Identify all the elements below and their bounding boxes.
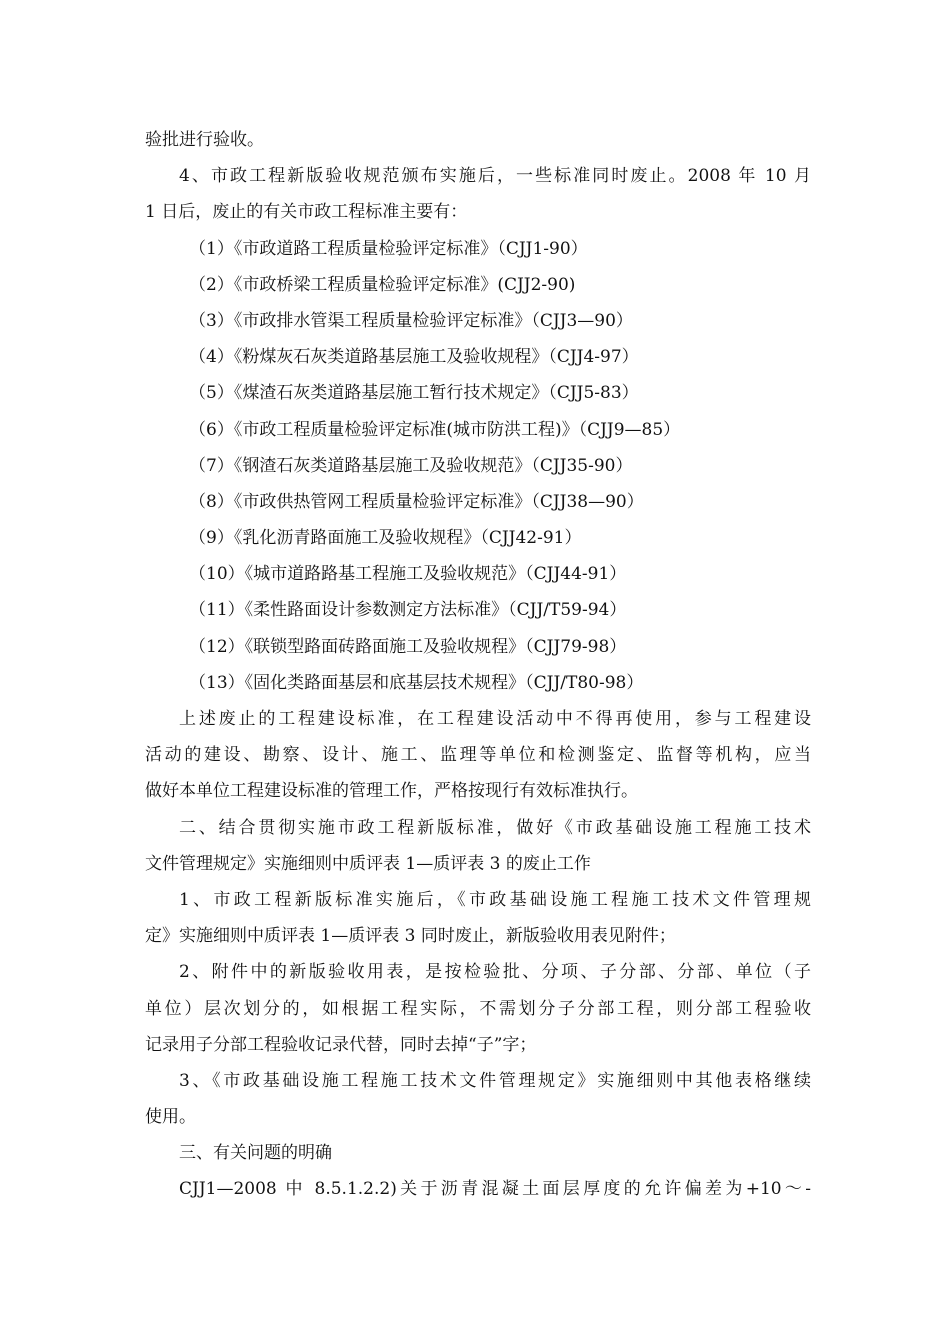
text-line: 定》实施细则中质评表 1—质评表 3 同时废止，新版验收用表见附件； (145, 926, 676, 947)
text-line: 活动的建设、勘察、设计、施工、监理等单位和检测鉴定、监督等机构，应当 (145, 745, 811, 766)
text-line: CJJ1—2008 中 8.5.1.2.2)关于沥青混凝土面层厚度的允许偏差为+10～- (179, 1179, 811, 1200)
document-page (145, 122, 811, 1208)
list-item: （3）《市政排水管渠工程质量检验评定标准》（CJJ3—90） (189, 310, 633, 331)
list-item: （7）《钢渣石灰类道路基层施工及验收规范》（CJJ35-90） (189, 455, 633, 476)
text-line: 使用。 (145, 1107, 196, 1128)
list-item: （5）《煤渣石灰类道路基层施工暂行技术规定》（CJJ5-83） (189, 383, 639, 404)
text-line: 2、附件中的新版验收用表，是按检验批、分项、子分部、分部、单位（子 (179, 962, 811, 983)
list-item: （9）《乳化沥青路面施工及验收规程》（CJJ42-91） (189, 528, 582, 549)
list-item: （13）《固化类路面基层和底基层技术规程》（CJJ/T80-98） (189, 672, 644, 693)
list-item: （11）《柔性路面设计参数测定方法标准》（CJJ/T59-94） (189, 600, 627, 621)
list-item: （6）《市政工程质量检验评定标准(城市防洪工程)》（CJJ9—85） (189, 419, 681, 440)
list-item: （8）《市政供热管网工程质量检验评定标准》（CJJ38—90） (189, 491, 644, 512)
text-line: 3、《市政基础设施工程施工技术文件管理规定》实施细则中其他表格继续 (179, 1070, 811, 1091)
text-line: 4、市政工程新版验收规范颁布实施后，一些标准同时废止。2008 年 10 月 (179, 166, 811, 187)
list-item: （1）《市政道路工程质量检验评定标准》（CJJ1-90） (189, 238, 588, 259)
list-item: （12）《联锁型路面砖路面施工及验收规程》（CJJ79-98） (189, 636, 627, 657)
list-item: （2）《市政桥梁工程质量检验评定标准》(CJJ2-90) (189, 274, 576, 295)
text-line: 1 日后，废止的有关市政工程标准主要有： (145, 202, 468, 223)
section-heading: 三、有关问题的明确 (179, 1143, 332, 1164)
section-heading: 二、结合贯彻实施市政工程新版标准，做好《市政基础设施工程施工技术 (179, 817, 811, 838)
text-line: 验批进行验收。 (145, 130, 264, 150)
list-item: （10）《城市道路路基工程施工及验收规范》（CJJ44-91） (189, 564, 627, 585)
section-heading: 文件管理规定》实施细则中质评表 1—质评表 3 的废止工作 (145, 853, 591, 874)
text-line: 做好本单位工程建设标准的管理工作，严格按现行有效标准执行。 (145, 781, 638, 802)
text-line: 记录用子分部工程验收记录代替，同时去掉“子”字； (145, 1034, 537, 1055)
text-line: 单位）层次划分的，如根据工程实际，不需划分子分部工程，则分部工程验收 (145, 998, 811, 1019)
list-item: （4）《粉煤灰石灰类道路基层施工及验收规程》（CJJ4-97） (189, 347, 639, 368)
text-line: 上述废止的工程建设标准，在工程建设活动中不得再使用，参与工程建设 (179, 709, 811, 729)
text-line: 1、市政工程新版标准实施后，《市政基础设施工程施工技术文件管理规 (179, 889, 811, 910)
